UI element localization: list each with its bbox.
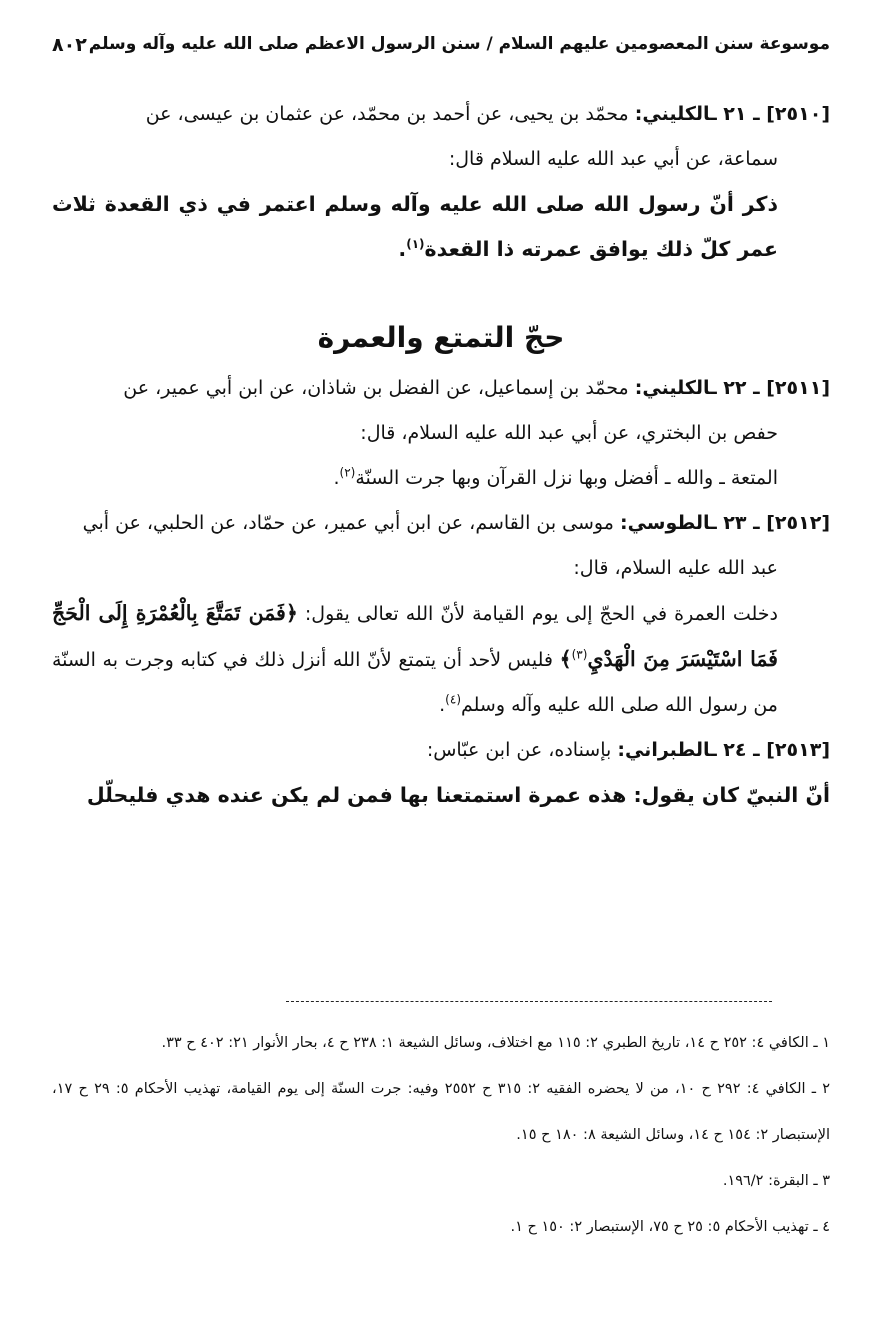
hadith-chain: بإسناده، عن ابن عبّاس: (426, 739, 612, 761)
hadith-2512-text: دخلت العمرة في الحجّ إلى يوم القيامة لأنّ الله تعالى يقول: ﴿فَمَن تَمَتَّعَ بِالْعُمْرَةِ إِلَى الْحَجِّ فَمَا اسْتَيْسَرَ مِنَ الْهَدْيِ$^{(٣)}$﴾ فليس لأحد أن يتمتع لأنّ الله أنزل ذلك في كتابه وجرت به السنّة من رسول الله صلى الله عليه وآله وسلم$^{(٤)}$. (52, 601, 778, 716)
main-text (52, 92, 830, 818)
footnote-marker[interactable]: (٣) (571, 647, 588, 662)
hadith-source: الكليني: (634, 377, 711, 399)
footnote-3: ٣ ـ البقرة: ١٩٦/٢. (722, 1173, 830, 1189)
footnote-separator (286, 1001, 772, 1002)
footnote-marker[interactable]: (١) (406, 237, 425, 252)
hadith-text: ذكر أنّ رسول الله صلى الله عليه وآله وسلم اعتمر في ذي القعدة ثلاث عمر كلّ ذلك يوافق عمرته ذا القعدة (52, 192, 778, 261)
footnote-2: ٢ ـ الكافي ٤: ٢٩٢ ح ١٠، من لا يحضره الفقيه ٢: ٣١٥ ح ٢٥٥٢ وفيه: جرت السنّة إلى يوم القيامة، تهذيب الأحكام ٥: ٢٩ ح ١٧، الإستبصار ٢: ١٥٤ ح ١٤، وسائل الشيعة ٨: ١٨٠ ح ١٥. (52, 1081, 831, 1143)
hadith-source: الطبراني: (617, 739, 711, 761)
hadith-number: [٢٥١٢] ـ ٢٣ ـ (710, 512, 830, 534)
page-number: ٨٠٢ (52, 34, 87, 56)
quran-bracket-close: ﴾ (559, 647, 572, 671)
hadith-text: دخلت العمرة في الحجّ إلى يوم القيامة لأنّ الله تعالى يقول: (304, 603, 778, 625)
running-title: موسوعة سنن المعصومين عليهم السلام / سنن الرسول الاعظم صلى الله عليه وآله وسلم (88, 34, 830, 54)
hadith-2511-text: المتعة ـ والله ـ أفضل وبها نزل القرآن وبها جرت السنّة$^{(٢)}$. (333, 465, 778, 489)
quran-verse: ﴿فَمَن تَمَتَّعَ بِالْعُمْرَةِ إِلَى الْحَجِّ فَمَا اسْتَيْسَرَ مِنَ الْهَدْيِ (52, 601, 778, 671)
footnote-marker[interactable]: (٤) (445, 692, 461, 707)
hadith-chain: محمّد بن يحيى، عن أحمد بن محمّد، عن عثمان بن عيسى، عن (145, 103, 629, 125)
hadith-2510-chain (52, 92, 830, 137)
hadith-number: [٢٥١٣] ـ ٢٤ ـ (710, 739, 830, 761)
hadith-number: [٢٥١٠] ـ ٢١ ـ (710, 103, 830, 125)
hadith-2512-chain-cont (52, 546, 830, 591)
footnote-1: ١ ـ الكافي ٤: ٢٥٢ ح ١٤، تاريخ الطبري ٢: ١١٥ مع اختلاف، وسائل الشيعة ١: ٢٣٨ ح ٤، بحار الأنوار ٢١: ٤٠٢ ح ٣٣. (161, 1035, 830, 1051)
hadith-source: الطوسي: (619, 512, 711, 534)
hadith-chain: موسى بن القاسم، عن ابن أبي عمير، عن حمّاد، عن الحلبي، عن أبي (82, 512, 614, 534)
hadith-2510-chain-cont (52, 137, 830, 182)
footnote-marker[interactable]: (٢) (339, 465, 356, 480)
hadith-2513-text (52, 773, 830, 818)
footnotes (52, 1020, 830, 1250)
page-header (52, 34, 830, 68)
section-heading: حجّ التمتع والعمرة (317, 321, 565, 354)
hadith-2513-chain (52, 728, 830, 773)
hadith-text: المتعة ـ والله ـ أفضل وبها نزل القرآن وبها جرت السنّة (355, 467, 778, 489)
hadith-text: فليس لأحد أن يتمتع لأنّ الله أنزل ذلك في كتابه وجرت به السنّة من رسول الله صلى الله عليه وآله وسلم (52, 649, 778, 716)
hadith-chain: محمّد بن إسماعيل، عن الفضل بن شاذان، عن ابن أبي عمير، عن (123, 377, 629, 399)
hadith-chain: سماعة، عن أبي عبد الله عليه السلام قال: (448, 148, 778, 170)
hadith-2510-text: ذكر أنّ رسول الله صلى الله عليه وآله وسلم اعتمر في ذي القعدة ثلاث عمر كلّ ذلك يوافق عمرته ذا القعدة$^{(١)}$. (52, 192, 778, 261)
hadith-2511-chain-cont (52, 411, 830, 456)
hadith-text: أنّ النبيّ كان يقول: هذه عمرة استمتعنا بها فمن لم يكن عنده هدي فليحلّل (86, 783, 830, 807)
hadith-chain: حفص بن البختري، عن أبي عبد الله عليه السلام، قال: (360, 422, 778, 444)
footnote-4: ٤ ـ تهذيب الأحكام ٥: ٢٥ ح ٧٥، الإستبصار ٢: ١٥٠ ح ١. (510, 1219, 830, 1235)
hadith-number: [٢٥١١] ـ ٢٢ ـ (710, 377, 830, 399)
hadith-2512-chain (52, 501, 830, 546)
hadith-2511-chain (52, 366, 830, 411)
hadith-chain: عبد الله عليه السلام، قال: (573, 557, 778, 579)
hadith-source: الكليني: (634, 103, 711, 125)
